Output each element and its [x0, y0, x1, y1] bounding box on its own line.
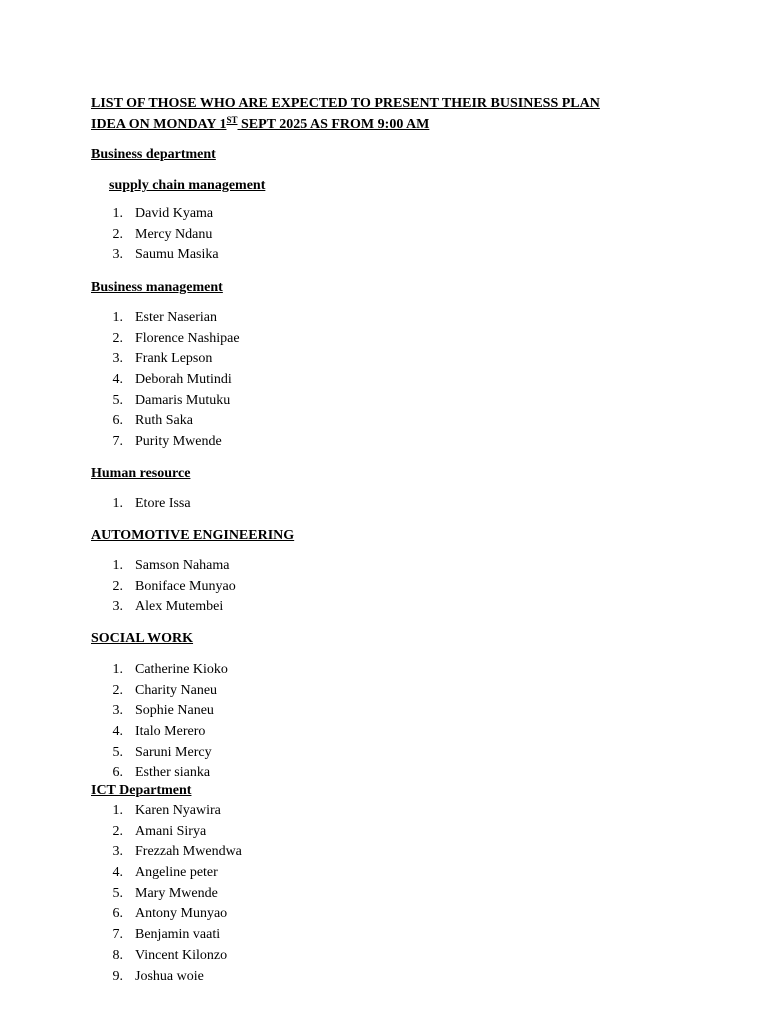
title-line-2: IDEA ON MONDAY 1ST SEPT 2025 AS FROM 9:00 AM [91, 115, 430, 132]
title-line-1: LIST OF THOSE WHO ARE EXPECTED TO PRESENT THEIR BUSINESS PLAN [91, 96, 600, 111]
section-heading-business-department: Business department [91, 147, 216, 162]
section-heading-business-management: Business management [91, 280, 223, 295]
section-heading-ict-department: ICT Department [91, 783, 192, 798]
document-title [91, 93, 691, 135]
ordinal-superscript: ST [226, 115, 238, 125]
section-heading-social-work: SOCIAL WORK [91, 631, 194, 646]
document-page: LIST OF THOSE WHO ARE EXPECTED TO PRESENT THEIR BUSINESS PLAN IDEA ON MONDAY 1ST SEPT 2025 AS FROM 9:00 AM Business department supply chain management 1. David Kyama 2. Mercy Ndanu 3. Saumu Masika Business management 1. Ester Naserian 2. Florence Nashipae 3. Frank Lepson 4. Deborah Mutindi 5. Damaris Mutuku 6. Ruth Saka 7. Purity Mwende Human resource 1. Etore Issa AUTOMOTIVE ENGINEERING 1. Samson Nahama 2. Boniface Munyao 3. Alex Mutembei SOCIAL WORK 1. Catherine Kioko 2. Charity Naneu 3. Sophie Naneu 4. Italo Merero 5. Saruni Mercy 6. Esther sianka ICT Department 1. Karen Nyawira 2. Amani Sirya 3. Frezzah Mwendwa 4. Angeline peter 5. Mary Mwende 6. Antony Munyao 7. Benjamin vaati 8. Vincent Kilonzo 9. Joshua woie [0, 0, 768, 1024]
subheading-supply-chain-management: supply chain management [109, 178, 266, 193]
section-heading-automotive-engineering: AUTOMOTIVE ENGINEERING [91, 528, 295, 543]
section-heading-human-resource: Human resource [91, 466, 191, 481]
